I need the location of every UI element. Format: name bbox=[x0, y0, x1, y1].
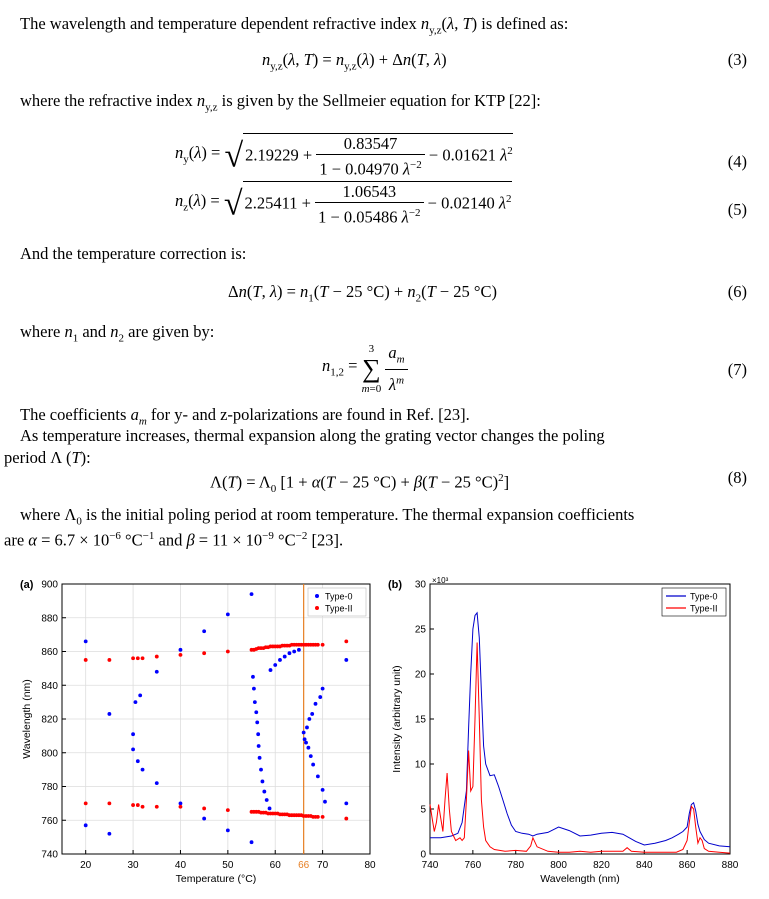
data-point-type-0 bbox=[268, 807, 272, 811]
data-point-type-0 bbox=[136, 759, 140, 763]
data-point-type-0 bbox=[250, 840, 254, 844]
data-point-type-0 bbox=[283, 655, 287, 659]
data-point-type-0 bbox=[309, 754, 313, 758]
x-tick-label: 20 bbox=[80, 860, 92, 871]
data-point-type-0 bbox=[256, 732, 260, 736]
data-point-type-0 bbox=[107, 832, 111, 836]
data-point-type-ii bbox=[316, 643, 320, 647]
y-tick-label: 860 bbox=[41, 647, 58, 658]
y-tick-label: 840 bbox=[41, 680, 58, 692]
x-tick-label: 740 bbox=[421, 860, 439, 871]
x-tick-label: 30 bbox=[127, 860, 139, 871]
legend-label: Type-II bbox=[325, 603, 353, 614]
data-point-type-ii bbox=[131, 656, 135, 660]
y-tick-label: 30 bbox=[414, 579, 426, 591]
data-point-type-0 bbox=[344, 801, 348, 805]
y-tick-label: 760 bbox=[41, 815, 58, 827]
paragraph-sellmeier: where the refractive index $n_{y,z}$ is given by the Sellmeier equation for KTP [22]: bbox=[20, 91, 541, 114]
data-point-type-ii bbox=[107, 658, 111, 662]
data-point-type-0 bbox=[311, 763, 315, 767]
x-tick-label: 50 bbox=[222, 860, 234, 871]
y-tick-label: 780 bbox=[41, 782, 58, 793]
data-point-type-0 bbox=[179, 801, 183, 805]
data-point-type-0 bbox=[131, 732, 135, 736]
equation-7: $n_{1,2}$ = 3 ∑ m=0 $\frac{a_m}{\lambda^m}$ bbox=[322, 342, 408, 396]
data-point-type-0 bbox=[131, 747, 135, 751]
data-point-type-0 bbox=[303, 737, 307, 741]
x-tick-label: 860 bbox=[678, 860, 696, 871]
x-tick-label: 780 bbox=[507, 860, 525, 871]
data-point-type-ii bbox=[84, 658, 88, 662]
data-point-type-ii bbox=[84, 801, 88, 805]
y-tick-label: 0 bbox=[420, 849, 426, 861]
y-tick-label: 880 bbox=[41, 613, 58, 625]
data-point-type-0 bbox=[321, 687, 325, 691]
series-line-type-ii bbox=[430, 643, 730, 854]
y-tick-label: 900 bbox=[41, 579, 58, 591]
data-point-type-0 bbox=[252, 687, 256, 691]
data-point-type-ii bbox=[179, 653, 183, 657]
equation-3: $n_{y,z}(\lambda$, $T) = n_{y,z}(\lambda) + \Delta n(T$, λ) bbox=[262, 50, 447, 73]
y-axis-label: Intensity (arbitrary unit) bbox=[391, 665, 403, 773]
x-tick-label: 70 bbox=[317, 860, 329, 871]
y-tick-label: 10 bbox=[414, 759, 426, 771]
x-axis-label: Temperature (°C) bbox=[175, 873, 257, 885]
y-tick-label: 740 bbox=[41, 849, 58, 861]
data-point-type-0 bbox=[261, 780, 265, 784]
data-point-type-ii bbox=[321, 815, 325, 819]
panel-label: (a) bbox=[20, 579, 34, 591]
x-tick-label: 840 bbox=[635, 860, 653, 871]
data-point-type-0 bbox=[262, 790, 266, 794]
chart-a-temperature-wavelength bbox=[18, 576, 378, 894]
equation-number-6: (6) bbox=[727, 282, 747, 301]
data-point-type-0 bbox=[155, 670, 159, 674]
equation-5: $n_z(\lambda)$ = √ 2.25411 + $\frac{1.06543}{1 - 0.05486 \lambda^{-2}}$ − 0.02140 $\lambda^2$ bbox=[175, 182, 512, 227]
x-tick-label: 880 bbox=[721, 860, 739, 871]
paragraph-intro: The wavelength and temperature dependent refractive index $n_{y,z}(\lambda$, T) is defined as: bbox=[20, 14, 569, 37]
y-tick-label: 820 bbox=[41, 714, 58, 726]
x-tick-label: 820 bbox=[593, 860, 610, 871]
data-point-type-ii bbox=[141, 656, 145, 660]
chart-b-intensity-spectrum bbox=[386, 576, 752, 894]
x-tick-label: 40 bbox=[174, 860, 187, 871]
paragraph-thermal-expansion: As temperature increases, thermal expansion along the grating vector changes the poling bbox=[20, 426, 605, 445]
data-point-type-0 bbox=[305, 726, 309, 730]
data-point-type-0 bbox=[258, 756, 262, 760]
data-point-type-0 bbox=[141, 768, 145, 772]
legend-marker bbox=[315, 606, 319, 610]
data-point-type-0 bbox=[257, 744, 261, 748]
equation-number-8: (8) bbox=[727, 468, 747, 487]
y-tick-label: 25 bbox=[414, 624, 426, 636]
y-tick-label: 20 bbox=[414, 669, 426, 681]
x-tick-label: 80 bbox=[364, 860, 376, 871]
equation-8: $\Lambda(T) = \Lambda_0$ [1 + α(T − 25 °C) + β(T − 25 °C)$^2$] bbox=[210, 472, 510, 495]
legend-marker bbox=[315, 594, 319, 598]
data-point-type-0 bbox=[265, 798, 269, 802]
data-point-type-0 bbox=[323, 800, 327, 804]
data-point-type-0 bbox=[288, 651, 292, 655]
data-point-type-0 bbox=[302, 731, 306, 735]
equation-number-3: (3) bbox=[727, 50, 747, 69]
data-point-type-0 bbox=[250, 592, 254, 596]
data-point-type-ii bbox=[136, 803, 140, 807]
data-point-type-ii bbox=[107, 801, 111, 805]
y-tick-label: 15 bbox=[414, 714, 426, 726]
data-point-type-ii bbox=[321, 643, 325, 647]
data-point-type-0 bbox=[307, 746, 311, 750]
data-point-type-0 bbox=[318, 695, 322, 699]
data-point-type-0 bbox=[255, 720, 259, 724]
data-point-type-0 bbox=[321, 788, 325, 792]
data-point-type-ii bbox=[202, 651, 206, 655]
data-point-type-0 bbox=[253, 700, 257, 704]
x-tick-label: 800 bbox=[550, 860, 567, 871]
legend-label: Type-0 bbox=[325, 591, 353, 602]
data-point-type-ii bbox=[226, 808, 230, 812]
data-point-type-ii bbox=[136, 656, 140, 660]
data-point-type-0 bbox=[304, 741, 308, 745]
equation-number-4: (4) bbox=[727, 152, 747, 171]
equation-number-7: (7) bbox=[727, 360, 747, 379]
data-point-type-0 bbox=[84, 639, 88, 643]
data-point-type-0 bbox=[134, 700, 138, 704]
data-point-type-0 bbox=[316, 774, 320, 778]
x-tick-label: 60 bbox=[269, 860, 281, 871]
data-point-type-0 bbox=[107, 712, 111, 716]
data-point-type-0 bbox=[269, 668, 273, 672]
data-point-type-ii bbox=[344, 639, 348, 643]
paragraph-period: period Λ (T): bbox=[4, 448, 91, 467]
data-point-type-0 bbox=[226, 612, 230, 616]
data-point-type-ii bbox=[316, 815, 320, 819]
data-point-type-0 bbox=[344, 658, 348, 662]
y-multiplier-label: ×10³ bbox=[432, 576, 449, 585]
data-point-type-ii bbox=[344, 817, 348, 821]
paragraph-temperature-correction: And the temperature correction is: bbox=[20, 244, 247, 263]
y-tick-label: 800 bbox=[41, 748, 58, 760]
data-point-type-0 bbox=[310, 712, 314, 716]
data-point-type-ii bbox=[155, 655, 159, 659]
y-axis-label: Wavelength (nm) bbox=[21, 679, 33, 759]
paragraph-coefficients: The coefficients $a_m$ for y- and z-polarizations are found in Ref. [23]. bbox=[20, 405, 470, 428]
data-point-type-0 bbox=[254, 710, 258, 714]
legend-label: Type-II bbox=[690, 603, 718, 614]
data-point-type-0 bbox=[155, 781, 159, 785]
data-point-type-0 bbox=[297, 648, 301, 652]
data-point-type-0 bbox=[273, 663, 277, 667]
data-point-type-0 bbox=[259, 768, 263, 772]
equation-4: $n_y(\lambda)$ = √ 2.19229 + $\frac{0.83547}{1 - 0.04970 \lambda^{-2}}$ − 0.01621 $\lambda^2$ bbox=[175, 134, 513, 179]
paragraph-alpha-beta: are $\alpha = 6.7 \times 10^{-6}$ $^\circ C^{-1}$ and $\beta = 11 \times 10^{-9}$ $^\circ C^{-2}$ [23]. bbox=[4, 530, 344, 550]
data-point-type-0 bbox=[292, 650, 296, 654]
equation-number-5: (5) bbox=[727, 200, 747, 219]
data-point-type-ii bbox=[202, 807, 206, 811]
legend-label: Type-0 bbox=[690, 591, 718, 602]
data-point-type-0 bbox=[226, 828, 230, 832]
data-point-type-0 bbox=[278, 658, 282, 662]
equation-6: Δn(T, $\lambda) = n_1(T - 25$ $^\circ C) + n_2(T - 25$ °C) bbox=[228, 282, 498, 305]
data-point-type-0 bbox=[307, 717, 311, 721]
data-point-type-ii bbox=[179, 805, 183, 809]
data-point-type-0 bbox=[202, 629, 206, 633]
data-point-type-ii bbox=[131, 803, 135, 807]
data-point-type-0 bbox=[251, 675, 255, 679]
x-axis-label: Wavelength (nm) bbox=[540, 873, 620, 885]
panel-label: (b) bbox=[388, 579, 403, 591]
paragraph-n1-n2: where $n_1$ and $n_2$ are given by: bbox=[20, 322, 215, 345]
x-tick-label: 760 bbox=[464, 860, 482, 871]
data-point-type-ii bbox=[141, 805, 145, 809]
data-point-type-ii bbox=[226, 650, 230, 654]
data-point-type-0 bbox=[314, 702, 318, 706]
paragraph-lambda0: where $\Lambda_0$ is the initial poling period at room temperature. The thermal expansion coefficients bbox=[20, 505, 635, 528]
data-point-type-0 bbox=[179, 648, 183, 652]
data-point-type-ii bbox=[155, 805, 159, 809]
y-tick-label: 5 bbox=[420, 804, 426, 816]
data-point-type-0 bbox=[84, 823, 88, 827]
data-point-type-0 bbox=[138, 693, 142, 697]
data-point-type-0 bbox=[202, 817, 206, 821]
x-tick-label: 66 bbox=[298, 860, 310, 871]
